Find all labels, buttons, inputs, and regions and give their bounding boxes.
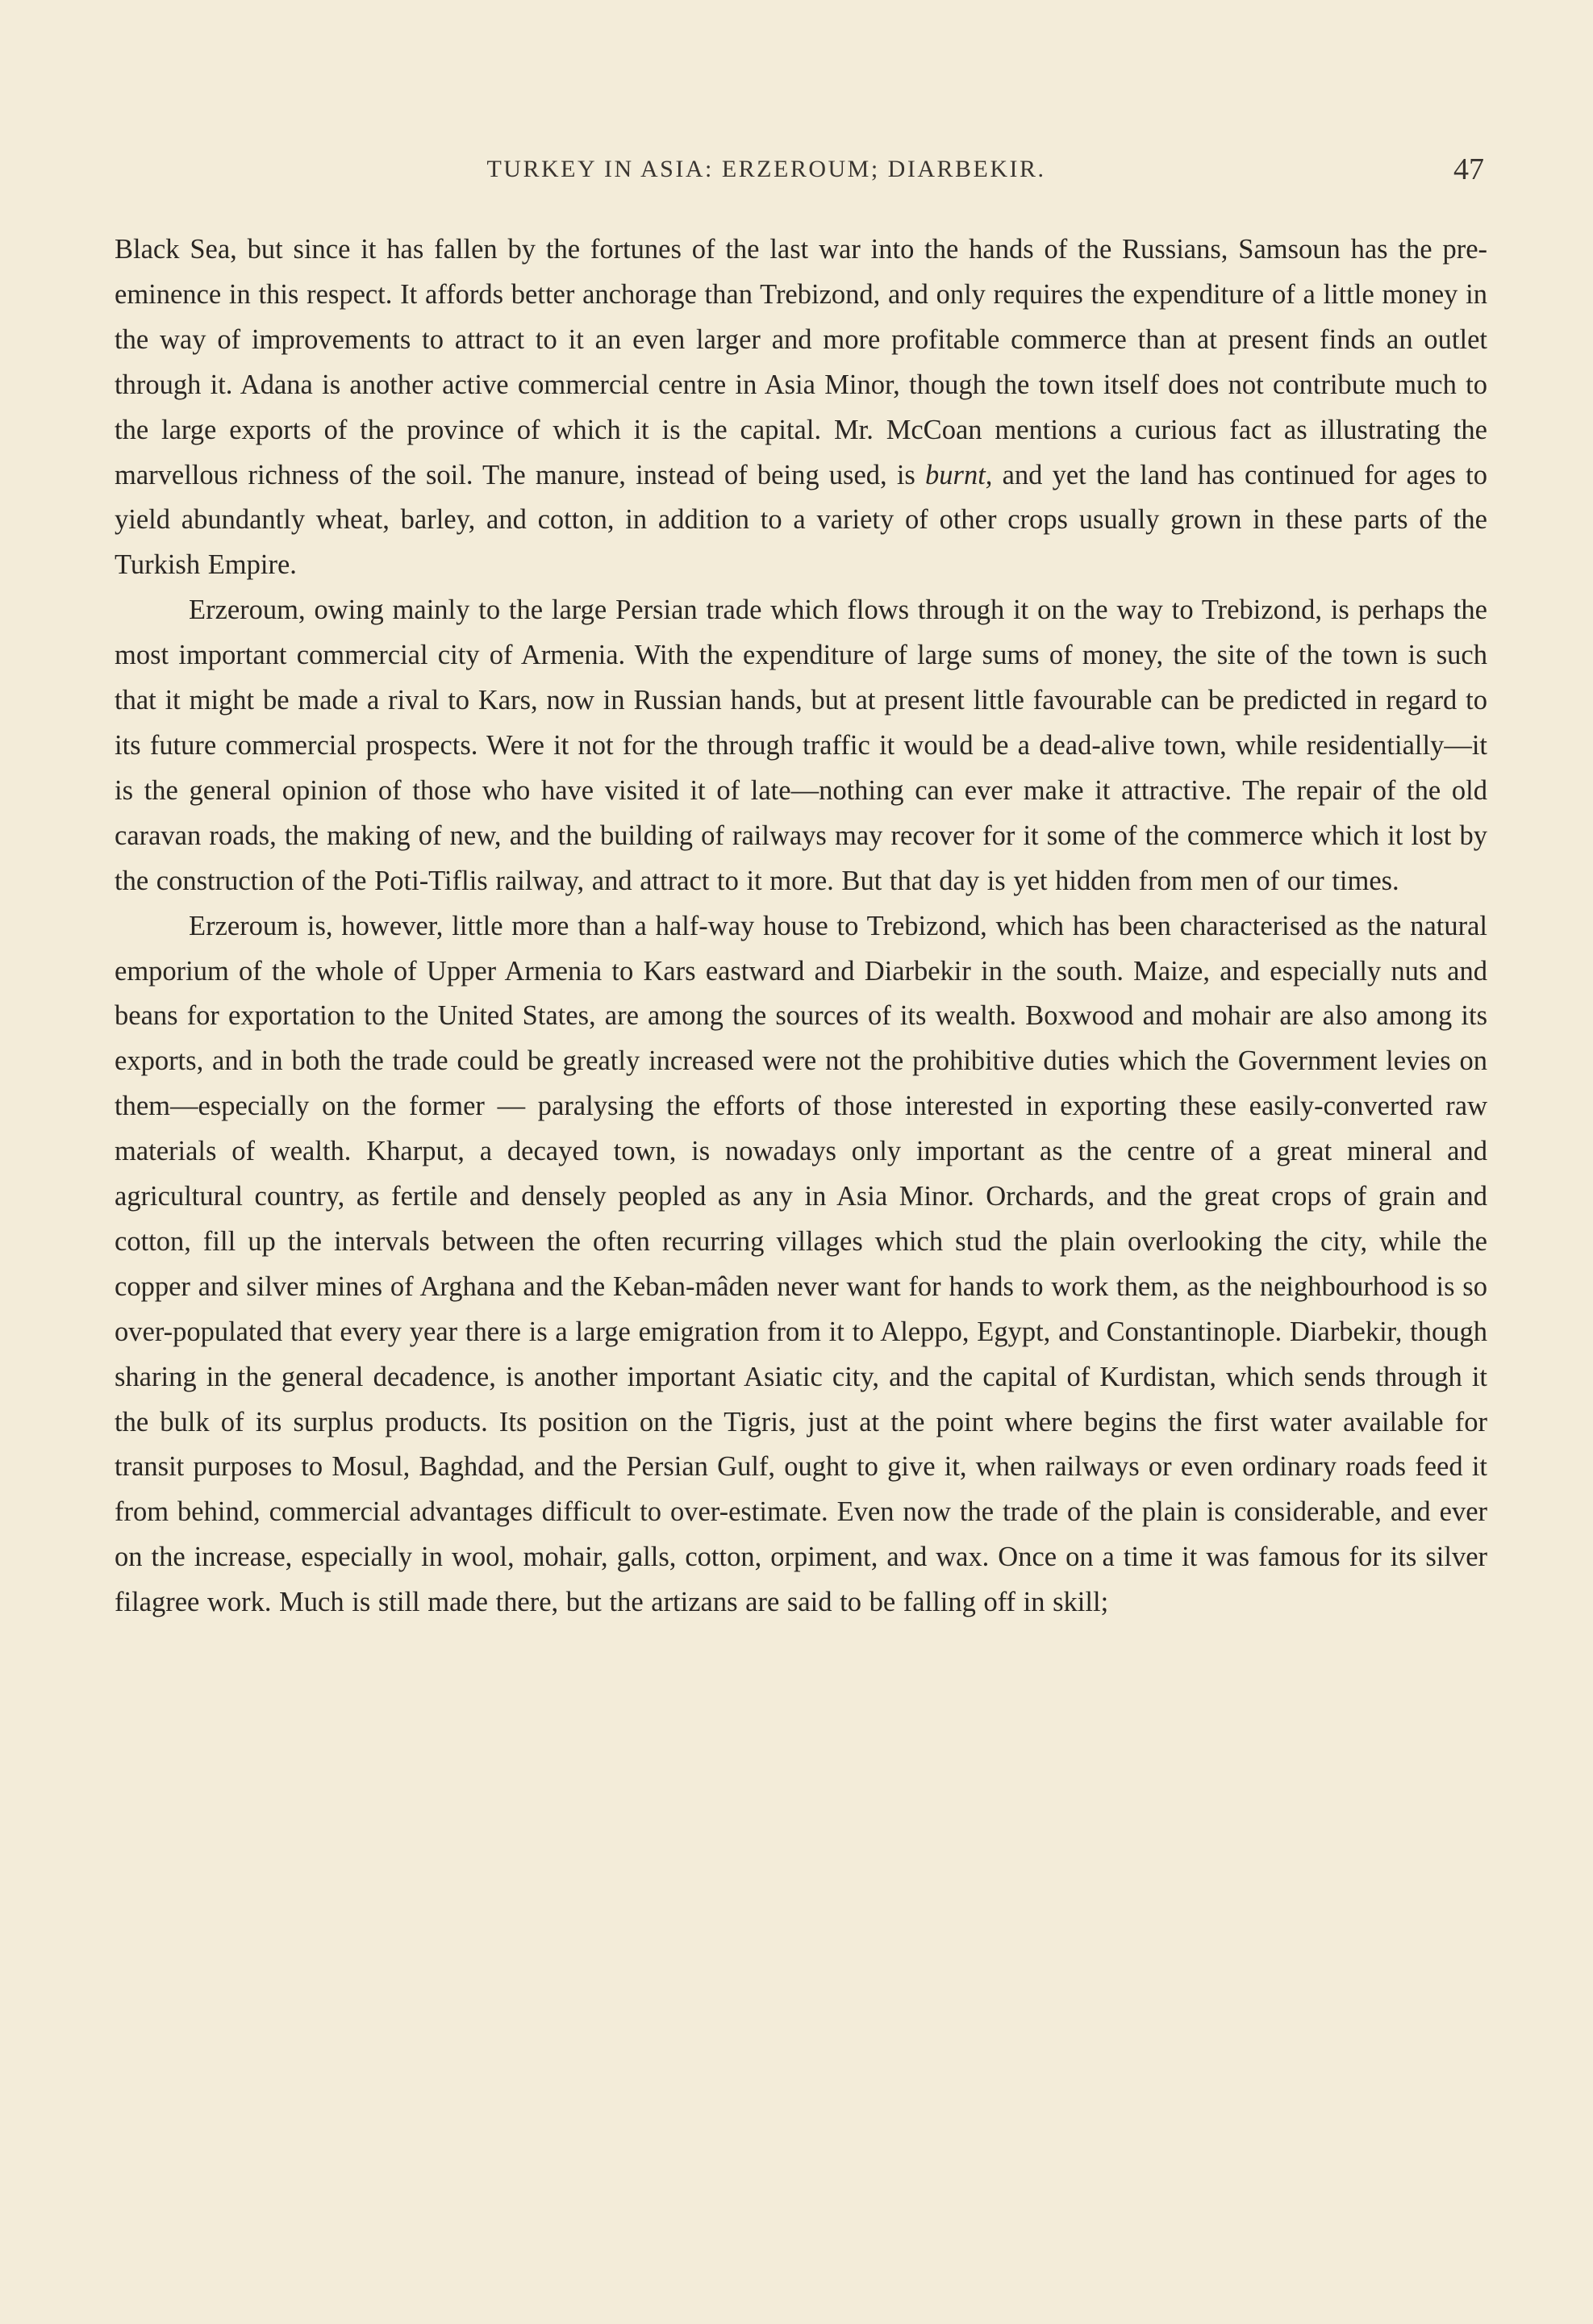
italic-emphasis: burnt, <box>925 459 993 490</box>
page-number: 47 <box>1453 152 1484 186</box>
body-text <box>115 227 1487 1625</box>
running-title: TURKEY IN ASIA: ERZEROUM; DIARBEKIR. <box>486 156 1046 182</box>
paragraph-trebizond-diarbekir: Erzeroum is, however, little more than a half-way house to Trebizond, which has been characterised as the natural emporium of the whole of Upper Armenia to Kars eastward and Diarbekir in the south. Maize, and especially nuts and beans for exportation to the United States, are among the sources of its wealth. Boxwood and mohair are also among its exports, and in both the trade could be greatly increased were not the prohibitive duties which the Government levies on them—especially on the former — paralysing the efforts of those interested in exporting these easily-converted raw materials of wealth. Kharput, a decayed town, is nowadays only important as the centre of a great mineral and agricultural country, as fertile and densely peopled as any in Asia Minor. Orchards, and the great crops of grain and cotton, fill up the intervals between the often recurring villages which stud the plain overlooking the city, while the copper and silver mines of Arghana and the Keban-mâden never want for hands to work them, as the neighbourhood is so over-populated that every year there is a large emigration from it to Aleppo, Egypt, and Constantinople. Diarbekir, though sharing in the general decadence, is another important Asiatic city, and the capital of Kurdistan, which sends through it the bulk of its surplus products. Its position on the Tigris, just at the point where begins the first water available for transit purposes to Mosul, Baghdad, and the Persian Gulf, ought to give it, when railways or even ordinary roads feed it from behind, commercial advantages difficult to over-estimate. Even now the trade of the plain is considerable, and ever on the increase, especially in wool, mohair, galls, cotton, orpiment, and wax. Once on a time it was famous for its silver filagree work. Much is still made there, but the artizans are said to be falling off in skill; <box>115 910 1487 1618</box>
paragraph-erzeroum: Erzeroum, owing mainly to the large Persian trade which flows through it on the way to Trebizond, is perhaps the most important commercial city of Armenia. With the expenditure of large sums of money, the site of the town is such that it might be made a rival to Kars, now in Russian hands, but at present little favourable can be predicted in regard to its future commercial prospects. Were it not for the through traffic it would be a dead-alive town, while residentially—it is the general opinion of those who have visited it of late—nothing can ever make it attractive. The repair of the old caravan roads, the making of new, and the building of railways may recover for it some of the commerce which it lost by the construction of the Poti-Tiflis railway, and attract to it more. But that day is yet hidden from men of our times. <box>115 595 1487 896</box>
paragraph-text: Black Sea, but since it has fallen by the fortunes of the last war into the hands of the Russians, Samsoun has the pre-eminence in this respect. It affords better anchorage than Trebizond, and only requires the expenditure of a little money in the way of improvements to attract to it an even larger and more profitable commerce than at present finds an outlet through it. Adana is another active commercial centre in Asia Minor, though the town itself does not contribute much to the large exports of the province of which it is the capital. Mr. McCoan mentions a curious fact as illustrating the marvellous richness of the soil. The manure, instead of being used, is <box>115 234 1487 490</box>
running-header <box>0 150 1593 189</box>
paragraph-samsoun-adana <box>115 227 1487 588</box>
paragraph-text: and yet the land has continued for ages to yield abundantly wheat, barley, and cotton, in addition to a variety of other crops usually grown in these parts of the Turkish Empire. <box>115 459 1488 581</box>
